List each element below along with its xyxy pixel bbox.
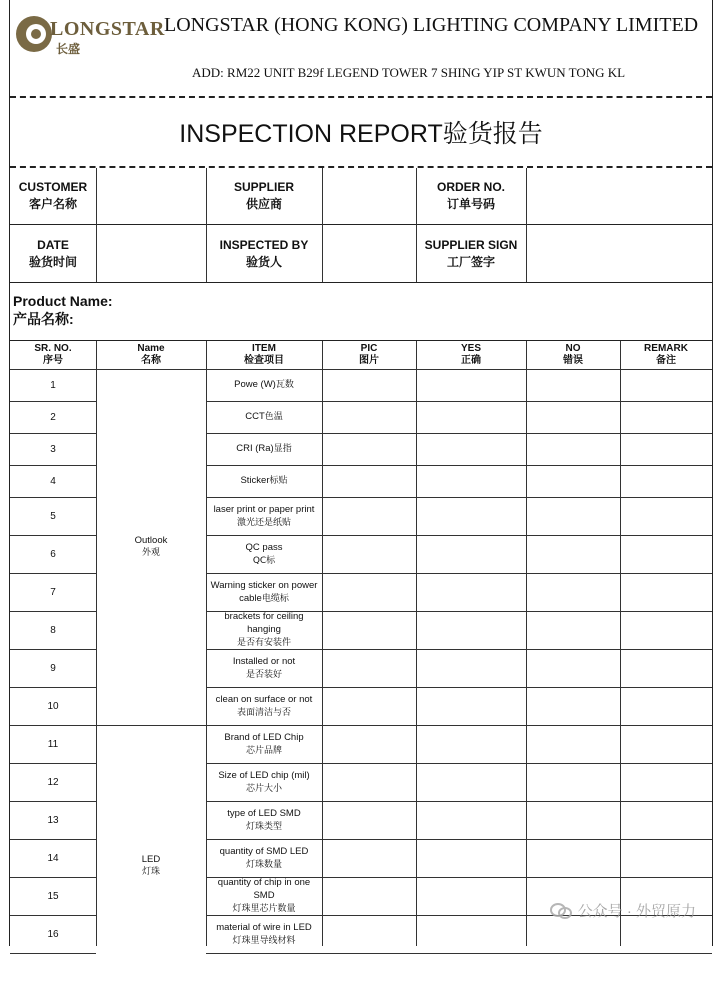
item-label-en: type of LED SMD [227,807,301,819]
inspection-item [206,535,322,573]
row-number [10,839,96,877]
no-cell[interactable] [526,687,620,725]
column-header-pic [322,341,416,369]
supplier-label: SUPPLIER 供应商 [233,180,294,211]
column-divider [416,341,417,946]
item-label-en: clean on surface or not [215,693,313,705]
yes-cell[interactable] [416,839,526,877]
row-divider [206,801,712,802]
yes-cell[interactable] [416,877,526,915]
row-divider [10,401,96,402]
report-title: INSPECTION REPORT验货报告 [179,120,543,148]
logo-ring-icon [16,16,52,52]
item-label-en: CCT [245,411,265,422]
group-label-en: Outlook [134,535,168,546]
pic-cell[interactable] [322,801,416,839]
no-cell[interactable] [526,497,620,535]
item-label-en: Installed or not [232,655,296,667]
row-number [10,573,96,611]
pic-cell[interactable] [322,915,416,953]
row-divider [10,763,96,764]
row-divider [10,369,712,370]
row-number-value: 15 [47,890,59,902]
inspection-item [206,915,322,953]
pic-cell[interactable] [322,687,416,725]
row-number-value: 11 [47,738,59,750]
pic-cell[interactable] [322,763,416,801]
row-divider [206,497,712,498]
remark-cell[interactable] [620,573,712,611]
inspection-item [206,877,322,915]
row-number-value: 7 [50,586,56,598]
row-divider [10,649,96,650]
item-label-cn: 标贴 [269,476,288,486]
row-divider [206,535,712,536]
group-label-en: LED [141,853,161,865]
column-header-label: PIC [360,343,378,354]
item-label-en: laser print or paper print [213,503,315,515]
item-label-en: Powe (W) [234,379,276,390]
order-no-label: ORDER NO. 订单号码 [436,180,505,211]
column-header-label-cn: 图片 [359,355,379,366]
remark-cell[interactable] [620,687,712,725]
column-header-remark [620,341,712,369]
no-cell[interactable] [526,433,620,465]
row-number-value: 4 [50,475,56,487]
column-header-no [526,341,620,369]
yes-cell[interactable] [416,611,526,649]
row-divider [10,497,96,498]
column-header-yes [416,341,526,369]
column-header-sr-no [10,341,96,369]
row-divider [10,433,96,434]
item-label-en: material of wire in LED [216,921,312,933]
pic-cell[interactable] [322,611,416,649]
company-address: ADD: RM22 UNIT B29f LEGEND TOWER 7 SHING YIP ST KWUN TONG KL [192,65,626,80]
date-label: DATE 验货时间 [28,237,77,269]
item-label-en: brackets for ceiling hanging [224,611,304,635]
inspection-item [206,725,322,763]
remark-cell[interactable] [620,401,712,433]
company-logo [14,14,164,58]
no-cell[interactable] [526,649,620,687]
column-divider [526,341,527,946]
row-number [10,725,96,763]
no-cell[interactable] [526,535,620,573]
remark-cell[interactable] [620,535,712,573]
inspected-by-label: INSPECTED BY 验货人 [219,237,309,269]
pic-cell[interactable] [322,369,416,401]
item-label-cn: 灯珠数量 [245,859,282,870]
item-label-cn: 灯珠里导线材料 [232,935,296,946]
pic-cell[interactable] [322,877,416,915]
row-divider [206,763,712,764]
column-header-label-cn: 备注 [655,355,676,366]
inspection-item [206,763,322,801]
no-cell[interactable] [526,369,620,401]
item-label-cn: 表面清洁与否 [236,707,291,718]
group-outlook [96,369,206,725]
inspection-item [206,401,322,433]
yes-cell[interactable] [416,497,526,535]
inspection-item [206,611,322,649]
yes-cell[interactable] [416,433,526,465]
row-divider [10,535,96,536]
column-header-label: REMARK [644,343,688,354]
remark-cell[interactable] [620,433,712,465]
letterhead [10,0,712,96]
item-label-en: Sticker [240,475,270,486]
row-divider [10,725,712,726]
row-divider [206,877,712,878]
pic-cell[interactable] [322,839,416,877]
row-number [10,369,96,401]
item-label-cn: 芯片大小 [245,783,282,794]
remark-cell[interactable] [620,465,712,497]
item-label-cn: 灯珠类型 [245,821,282,832]
column-header-label: Name [137,343,165,354]
item-label-cn: 灯珠里芯片数量 [232,904,296,914]
no-cell[interactable] [526,465,620,497]
item-label-cn: 瓦数 [275,380,294,390]
column-header-label-cn: 错误 [563,355,583,366]
inspected-by-field[interactable] [322,225,416,282]
row-divider [10,839,96,840]
row-number-value: 12 [47,776,59,788]
yes-cell[interactable] [416,915,526,953]
row-number [10,401,96,433]
order-no-field[interactable] [526,168,712,224]
row-divider [10,801,96,802]
no-cell[interactable] [526,763,620,801]
row-divider [206,839,712,840]
wechat-icon [550,903,572,919]
remark-cell[interactable] [620,839,712,877]
column-header-label: YES [460,343,481,354]
inspection-item [206,369,322,401]
item-label-cn: 激光还是纸贴 [236,517,291,528]
no-cell[interactable] [526,401,620,433]
row-divider [10,573,96,574]
row-divider [206,649,712,650]
row-number [10,687,96,725]
column-divider [322,341,323,946]
supplier-field[interactable] [322,168,416,224]
row-number [10,915,96,953]
item-label-en: Warning sticker on power cable [210,579,318,604]
column-header-label-cn: 名称 [141,355,161,366]
column-header-label-cn: 序号 [42,355,63,366]
item-label-en: Size of LED chip (mil) [218,769,310,781]
no-cell[interactable] [526,839,620,877]
row-divider [206,611,712,612]
no-cell[interactable] [526,725,620,763]
row-number-value: 3 [50,443,56,455]
pic-cell[interactable] [322,725,416,763]
remark-cell[interactable] [620,369,712,401]
logo-text: LONGSTAR [50,18,165,40]
row-divider [10,915,96,916]
column-divider [620,341,621,946]
yes-cell[interactable] [416,401,526,433]
logo-chinese-text: 长盛 [56,42,81,56]
row-number [10,433,96,465]
yes-cell[interactable] [416,465,526,497]
supplier-sign-field[interactable] [526,225,712,282]
item-label-cn: 色温 [264,412,283,422]
row-number-value: 9 [50,662,56,674]
yes-cell[interactable] [416,649,526,687]
row-divider [206,433,712,434]
row-number-value: 10 [47,700,59,712]
pic-cell[interactable] [322,573,416,611]
row-number-value: 2 [50,411,56,423]
inspection-item [206,687,322,725]
pic-cell[interactable] [322,401,416,433]
row-divider [10,953,96,954]
row-divider [10,465,96,466]
remark-cell[interactable] [620,611,712,649]
inspection-item [206,465,322,497]
row-divider [206,687,712,688]
remark-cell[interactable] [620,801,712,839]
group-led [96,725,206,1006]
customer-label: CUSTOMER 客户名称 [18,180,88,211]
remark-cell[interactable] [620,725,712,763]
row-divider [10,877,96,878]
row-divider [206,953,712,954]
date-field[interactable] [96,225,206,282]
yes-cell[interactable] [416,801,526,839]
company-name: LONGSTAR (HONG KONG) LIGHTING COMPANY LIMITED [164,14,699,36]
row-number-value: 5 [50,510,56,522]
row-divider [206,465,712,466]
supplier-sign-label: SUPPLIER SIGN 工厂签字 [424,237,518,269]
row-number [10,649,96,687]
no-cell[interactable] [526,611,620,649]
item-label-cn: QC标 [252,555,276,566]
row-divider [10,282,712,283]
remark-cell[interactable] [620,763,712,801]
row-divider [10,687,96,688]
inspection-item [206,801,322,839]
item-label-en: quantity of chip in one SMD [217,877,311,901]
column-divider [96,341,97,946]
row-number [10,497,96,535]
row-number [10,535,96,573]
item-label-cn: 是否有安装件 [236,638,291,648]
inspection-item [206,649,322,687]
row-number [10,465,96,497]
remark-cell[interactable] [620,497,712,535]
yes-cell[interactable] [416,535,526,573]
column-header-label: SR. NO. [34,343,72,354]
row-number-value: 6 [50,548,56,560]
item-label-en: quantity of SMD LED [219,845,309,857]
row-number-value: 1 [50,379,56,391]
row-number [10,877,96,915]
remark-cell[interactable] [620,649,712,687]
watermark: 公众号 · 外贸原力 [550,900,696,921]
column-header-item [206,341,322,369]
item-label-en: QC pass [245,541,283,553]
item-label-cn: 显指 [273,444,292,454]
row-number-value: 16 [47,928,59,940]
inspection-item [206,433,322,465]
yes-cell[interactable] [416,687,526,725]
item-label-cn: 是否装好 [245,669,282,680]
row-number [10,763,96,801]
inspection-report-page [9,0,713,946]
inspection-item [206,839,322,877]
yes-cell[interactable] [416,369,526,401]
row-divider [206,401,712,402]
pic-cell[interactable] [322,433,416,465]
column-header-label: NO [565,343,581,354]
row-number [10,611,96,649]
yes-cell[interactable] [416,725,526,763]
row-number-value: 8 [50,624,56,636]
row-number-value: 13 [47,814,59,826]
item-label-en: CRI (Ra) [236,443,274,454]
column-divider [206,341,207,946]
column-header-name [96,341,206,369]
group-label-cn: 外观 [141,548,160,558]
pic-cell[interactable] [322,497,416,535]
item-label-cn: 芯片品牌 [245,745,282,756]
yes-cell[interactable] [416,763,526,801]
row-divider [10,611,96,612]
column-header-label: ITEM [252,343,276,354]
row-number-value: 14 [47,852,59,864]
row-divider [206,573,712,574]
row-number [10,801,96,839]
customer-field[interactable] [96,168,206,224]
inspection-item [206,573,322,611]
column-header-label-cn: 正确 [460,355,481,366]
product-name-label: Product Name: 产品名称: [13,293,113,327]
pic-cell[interactable] [322,535,416,573]
yes-cell[interactable] [416,573,526,611]
inspection-item [206,497,322,535]
group-label-cn: 灯珠 [141,866,160,877]
pic-cell[interactable] [322,465,416,497]
no-cell[interactable] [526,801,620,839]
item-label-cn: 电缆标 [261,593,289,604]
item-label-en: Brand of LED Chip [224,731,304,743]
no-cell[interactable] [526,573,620,611]
column-header-label-cn: 检查项目 [244,355,284,366]
pic-cell[interactable] [322,649,416,687]
